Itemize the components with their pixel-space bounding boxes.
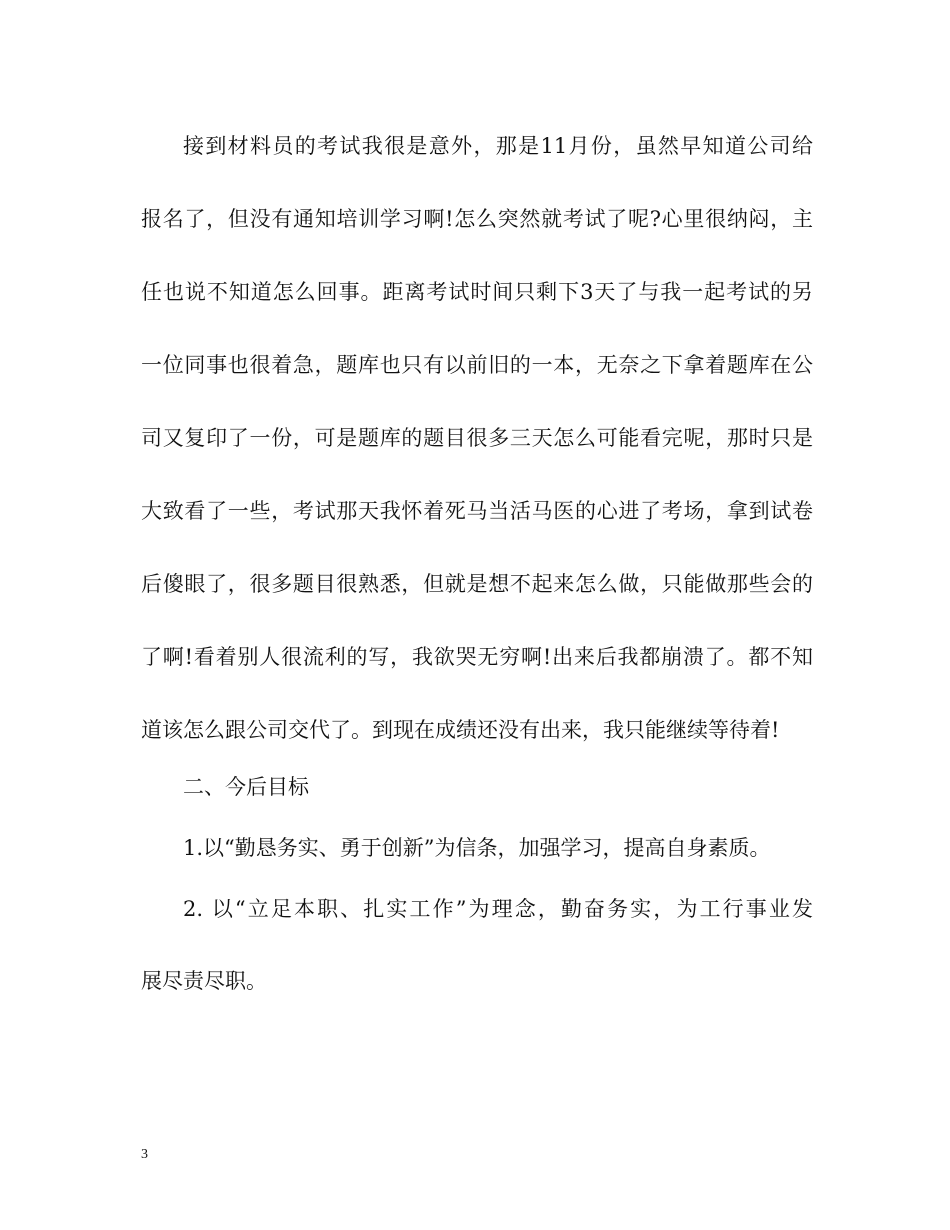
paragraph-line: 后傻眼了，很多题目很熟悉，但就是想不起来怎么做，只能做那些会的 (141, 572, 813, 596)
paragraph-line: 一位同事也很着急，题库也只有以前旧的一本，无奈之下拿着题库在公 (141, 353, 813, 377)
section-heading: 二、今后目标 (183, 775, 309, 799)
goal-item: 1.以“勤恳务实、勇于创新”为信条，加强学习，提高自身素质。 (183, 836, 771, 860)
goal-item: 2. 以“立足本职、扎实工作”为理念，勤奋务实，为工行事业发 (183, 897, 813, 921)
paragraph-line: 司又复印了一份，可是题库的题目很多三天怎么可能看完呢，那时只是 (141, 426, 813, 450)
goal-item-continuation: 展尽责尽职。 (141, 969, 267, 993)
paragraph-line: 了啊!看着别人很流利的写，我欲哭无穷啊!出来后我都崩溃了。都不知 (141, 645, 813, 669)
paragraph-line: 大致看了一些，考试那天我怀着死马当活马医的心进了考场，拿到试卷 (141, 499, 813, 523)
paragraph-line: 报名了，但没有通知培训学习啊!怎么突然就考试了呢?心里很纳闷，主 (141, 207, 813, 231)
paragraph-line: 道该怎么跟公司交代了。到现在成绩还没有出来，我只能继续等待着! (141, 718, 780, 742)
paragraph-line: 任也说不知道怎么回事。距离考试时间只剩下3天了与我一起考试的另 (141, 280, 813, 304)
page-number: 3 (141, 1147, 148, 1162)
paragraph-line: 接到材料员的考试我很是意外，那是11月份，虽然早知道公司给 (183, 134, 813, 158)
